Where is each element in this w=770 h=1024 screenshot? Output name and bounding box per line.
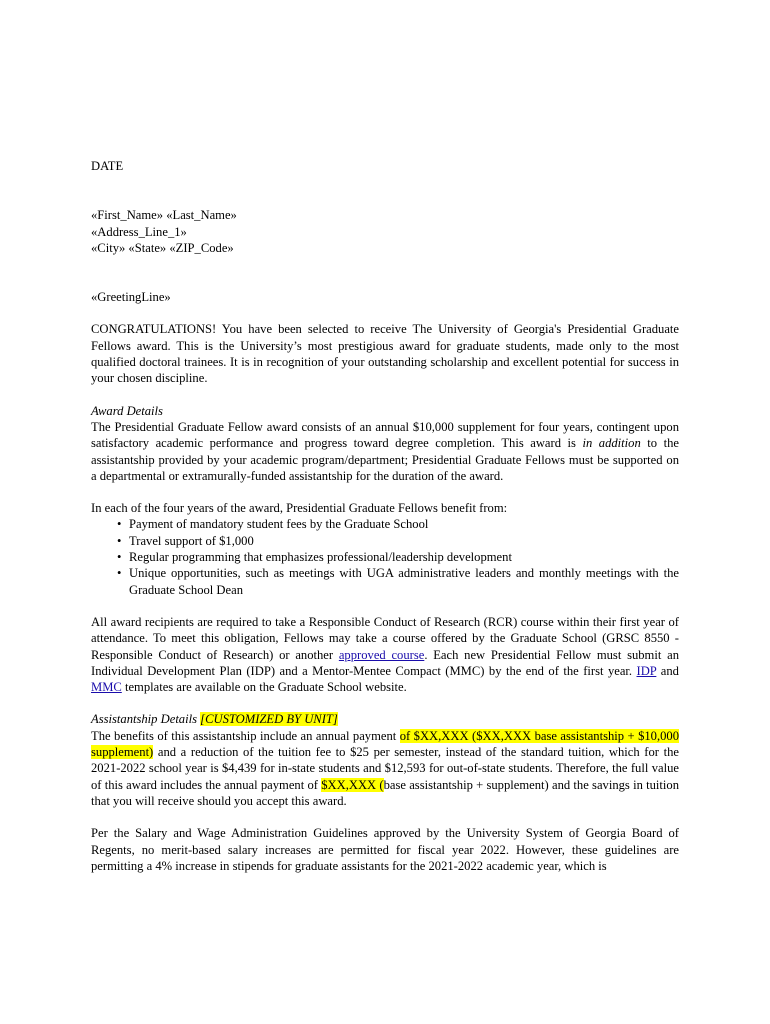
benefit-text: Unique opportunities, such as meetings with UGA administrative leaders and monthly meetings with the Graduate School Dean bbox=[129, 566, 679, 597]
bullet-icon: • bbox=[117, 517, 122, 532]
award-details-text-b: to the assistantship provided by your academic program/department; Presidential Graduate Fellows must be supported on a departmental or extramurally-funded assistantship for the duration of the award. bbox=[91, 436, 679, 483]
benefits-list bbox=[91, 516, 679, 597]
letter-date: DATE bbox=[91, 159, 124, 173]
assistantship-section bbox=[91, 711, 679, 809]
rcr-paragraph bbox=[91, 614, 679, 695]
recipient-address-block bbox=[91, 207, 679, 256]
award-details-emphasis: in addition bbox=[582, 436, 641, 451]
address-line-city: «City» «State» «ZIP_Code» bbox=[91, 240, 234, 255]
approved-course-link[interactable]: approved course bbox=[338, 647, 425, 662]
greeting-line: «GreetingLine» bbox=[91, 290, 171, 305]
list-item bbox=[117, 565, 679, 598]
bullet-icon: • bbox=[117, 566, 122, 581]
benefit-text: Payment of mandatory student fees by the Graduate School bbox=[129, 517, 429, 532]
benefits-section bbox=[91, 500, 679, 598]
rcr-text-1: All award recipients are required to take a Responsible Conduct of Research (RCR) course within their first year of attendance. To meet this obligation, Fellows may take a course offered by the Graduate School (GRSC 8550 - Responsible Conduct of Research) or another bbox=[91, 614, 679, 662]
list-item bbox=[117, 516, 679, 532]
full-value-highlight: $XX,XXX ( bbox=[321, 777, 384, 792]
bullet-icon: • bbox=[117, 533, 122, 548]
mmc-link[interactable]: MMC bbox=[91, 680, 122, 695]
rcr-text-2: . Each new Presidential Fellow must submit an Individual Development Plan (IDP) and a Mentor-Mentee Compact (MMC) by the end of the first year. bbox=[91, 647, 679, 678]
award-details-heading: Award Details bbox=[91, 403, 163, 418]
idp-link[interactable]: IDP bbox=[636, 663, 657, 678]
payment-amount-highlight: of $XX,XXX ($XX,XXX base assistantship + $10,000 supplement) bbox=[91, 728, 679, 760]
bullet-icon: • bbox=[117, 550, 122, 565]
salary-paragraph: Per the Salary and Wage Administration Guidelines approved by the University System of Georgia Board of Regents, no merit-based salary increases are permitted for fiscal year 2022. However, these guidelines are permitting a 4% increase in stipends for graduate assistants for the 2021-2022 academic year, which is bbox=[91, 826, 679, 873]
rcr-text-4: templates are available on the Graduate School website. bbox=[121, 680, 407, 695]
award-details-section bbox=[91, 403, 679, 484]
benefit-text: Travel support of $1,000 bbox=[129, 533, 254, 548]
intro-paragraph: CONGRATULATIONS! You have been selected to receive The University of Georgia's Presidential Graduate Fellows award. This is the University’s most prestigious award for graduate students, made only to the most qualified doctoral trainees. It is in recognition of your outstanding scholarship and excellent potential for success in your chosen discipline. bbox=[91, 322, 679, 386]
letter-body bbox=[91, 158, 679, 874]
award-details-text-a: The Presidential Graduate Fellow award consists of an annual $10,000 supplement for four years, contingent upon satisfactory academic performance and progress toward degree completion. This award is bbox=[91, 419, 679, 451]
benefit-text: Regular programming that emphasizes professional/leadership development bbox=[129, 550, 512, 565]
assistantship-text-3: base assistantship + supplement) and the savings in tuition that you will receive should you accept this award. bbox=[91, 777, 680, 808]
assistantship-text-2: and a reduction of the tuition fee to $25 per semester, instead of the standard tuition, which for the 2021-2022 school year is $4,439 for in-state students and $12,593 for out-of-state students. Therefore, the full value of this award includes the annual payment of bbox=[91, 745, 679, 792]
list-item bbox=[117, 533, 679, 549]
rcr-text-3: and bbox=[656, 663, 679, 678]
assistantship-paragraph bbox=[91, 728, 679, 809]
list-item bbox=[117, 549, 679, 565]
award-details-paragraph bbox=[91, 419, 679, 484]
assistantship-text-1: The benefits of this assistantship include an annual payment bbox=[91, 728, 400, 743]
customized-by-unit-highlight: [CUSTOMIZED BY UNIT] bbox=[200, 712, 338, 727]
address-line-name: «First_Name» «Last_Name» bbox=[91, 208, 237, 223]
assistantship-heading bbox=[91, 711, 679, 727]
benefits-intro: In each of the four years of the award, Presidential Graduate Fellows benefit from: bbox=[91, 501, 508, 516]
address-line-street: «Address_Line_1» bbox=[91, 224, 187, 239]
assistantship-heading-text: Assistantship Details bbox=[91, 712, 198, 727]
